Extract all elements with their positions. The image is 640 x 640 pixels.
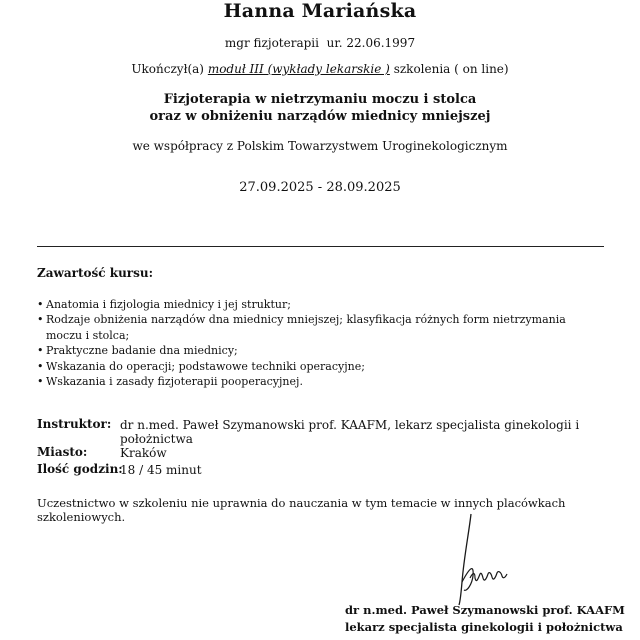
instructor-value: dr n.med. Paweł Szymanowski prof. KAAFM, lekarz specjalista ginekologii i położnictwa <box>120 418 580 446</box>
instructor-label: Instruktor: <box>37 417 112 431</box>
hours-value: 18 / 45 minut <box>120 463 202 477</box>
contents-item: • Wskazania i zasady fizjoterapii pooperacyjnej. <box>37 374 597 389</box>
contents-item: • Praktyczne badanie dna miednicy; <box>37 343 597 358</box>
city-label: Miasto: <box>37 445 88 459</box>
handwritten-signature <box>440 512 530 607</box>
course-title <box>0 91 640 125</box>
completion-module: moduł III (wykłady lekarskie ) <box>207 62 390 76</box>
participant-name: Hanna Mariańska <box>223 0 417 22</box>
contents-heading: Zawartość kursu: <box>37 266 154 280</box>
completion-line <box>0 62 640 76</box>
disclaimer-note: Uczestnictwo w szkoleniu nie uprawnia do nauczania w tym temacie w innych placówkach szkoleniowych. <box>37 496 566 524</box>
course-dates: 27.09.2025 - 28.09.2025 <box>239 180 401 195</box>
course-title-line-2: oraz w obniżeniu narządów miednicy mniejszej <box>149 109 491 124</box>
completion-prefix: Ukończył(a) <box>131 62 204 76</box>
signatory-role: lekarz specjalista ginekologii i położnictwa <box>345 620 623 634</box>
contents-item: • Anatomia i fizjologia miednicy i jej struktur; <box>37 297 597 312</box>
hours-label: Ilość godzin: <box>37 462 123 476</box>
city-value: Kraków <box>120 446 167 460</box>
horizontal-divider <box>37 246 604 247</box>
participant-degree: mgr fizjoterapii ur. 22.06.1997 <box>224 36 416 50</box>
course-title-line-1: Fizjoterapia w nietrzymaniu moczu i stolca <box>163 92 477 107</box>
contents-item: • Wskazania do operacji; podstawowe techniki operacyjne; <box>37 359 597 374</box>
cooperation-line: we współpracy z Polskim Towarzystwem Uroginekologicznym <box>132 139 508 153</box>
contents-item: • Rodzaje obniżenia narządów dna miednicy mniejszej; klasyfikacja różnych form nietrzymania moczu i stolca; <box>37 312 597 343</box>
signatory-name: dr n.med. Paweł Szymanowski prof. KAAFM <box>345 603 625 617</box>
completion-suffix: szkolenia ( on line) <box>393 62 509 76</box>
contents-list <box>37 297 597 389</box>
